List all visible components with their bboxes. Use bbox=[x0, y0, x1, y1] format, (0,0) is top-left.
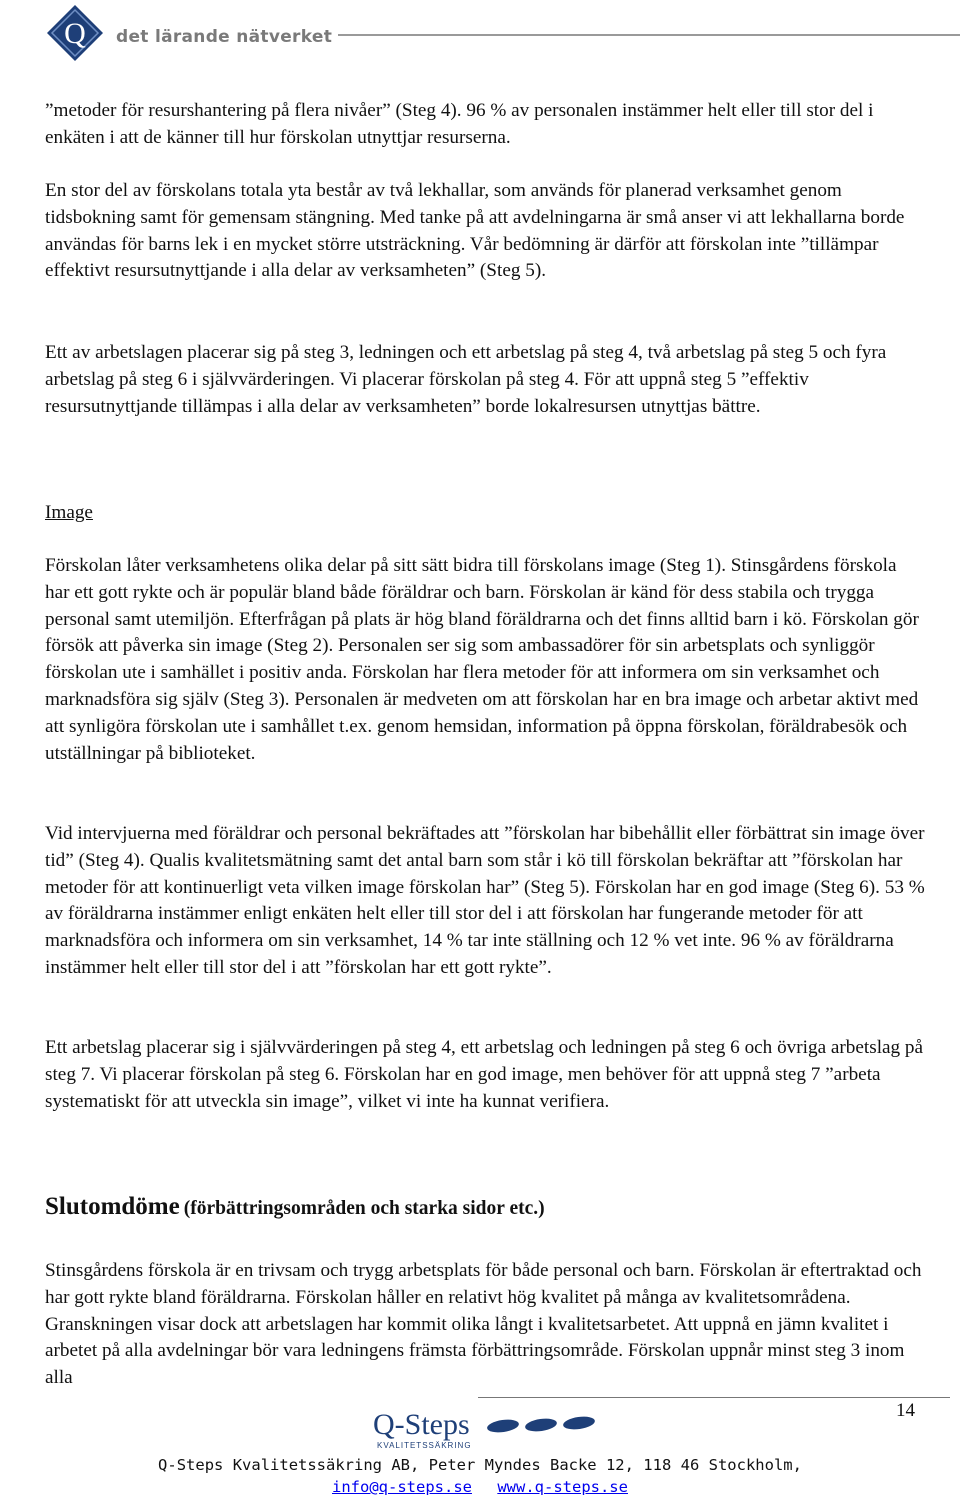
q-steps-logo bbox=[373, 1408, 603, 1450]
paragraph-resources-2: En stor del av förskolans totala yta består av två lekhallar, som används för planerad verksamhet genom tidsbokning samt för gemensam stängning. Med tanke på att avdelningarna är små anser vi att lekhallarna borde användas för barns lek i en mycket större utsträckning. Vår bedömning är därför att förskolan inte ”tillämpar effektivt resursutnyttjande i alla delar av verksamheten” (Steg 5). bbox=[45, 180, 905, 282]
section-heading-image: Image bbox=[45, 502, 93, 523]
paragraph-image-1: Förskolan låter verksamhetens olika delar på sitt sätt bidra till förskolans image (Steg 1). Stinsgårdens förskola har ett gott rykte och är populär bland både föräldrar och barn. Förskolan är känd för dess stabila och trygga personal samt utemiljön. Efterfrågan på plats är hög bland föräldrarna och det finns alltid barn i kö. Förskolan gör försök att påverka sin image (Steg 2). Personalen ser sig som ambassadörer för sin arbetsplats och synliggör förskolan ute i samhället i positiv anda. Förskolan har flera metoder för att informera om sin verksamhet och marknadsföra sig själv (Steg 3). Personalen är medveten om att förskolan har en bra image och arbetar aktivt med att synligöra förskolan ute i samhållet t.ex. genom hemsidan, information på öppna förskolan, föräldrabesök och utställningar på biblioteket. bbox=[45, 555, 919, 764]
footer-website-link[interactable]: www.q-steps.se bbox=[497, 1478, 628, 1496]
footer-address: Q-Steps Kvalitetssäkring AB, Peter Myndes Backe 12, 118 46 Stockholm, bbox=[158, 1456, 802, 1474]
page-header bbox=[0, 0, 960, 70]
summary-heading-sub: (förbättringsområden och starka sidor etc.) bbox=[183, 1198, 545, 1219]
page-number: 14 bbox=[896, 1400, 915, 1421]
footer-email-link[interactable]: info@q-steps.se bbox=[332, 1478, 472, 1496]
paragraph-resources-3: Ett av arbetslagen placerar sig på steg 3, ledningen och ett arbetslag på steg 4, två arbetslag på steg 5 och fyra arbetslag på steg 6 i självvärderingen. Vi placerar förskolan på steg 4. För att uppnå steg 5 ”effektiv resursutnyttjande tillämpas i alla delar av verksamheten” borde lokalresursen utnyttjas bättre. bbox=[45, 342, 887, 417]
org-name: det lärande nätverket bbox=[116, 27, 338, 47]
footer-rule bbox=[478, 1397, 950, 1398]
paragraph-summary: Stinsgårdens förskola är en trivsam och trygg arbetsplats för både personal och barn. Förskolan är eftertraktad och har gott rykte bland föräldrarna. Förskolan håller en relativt hög kvalitet på många av kvalitetsområdena. Granskningen visar dock att arbetslagen har kommit olika långt i kvalitetsarbetet. Att uppnå en jämn kvalitet i arbetet på alla avdelningar bör vara ledningens främsta förbättringsområde. Förskolan uppnår minst steg 3 inom alla bbox=[45, 1260, 922, 1389]
paragraph-resources-1: ”metoder för resurshantering på flera nivåer” (Steg 4). 96 % av personalen instämmer helt eller till stor del i enkäten i att de känner till hur förskolan utnyttjar resurserna. bbox=[45, 100, 874, 148]
paragraph-image-3: Ett arbetslag placerar sig i självvärderingen på steg 4, ett arbetslag och ledningen på steg 6 och övriga arbetslag på steg 7. Vi placerar förskolan på steg 6. Förskolan har en god image, men behöver för att uppnå steg 7 ”arbeta systematiskt för att utveckla sin image”, vilket vi inte ha kunnat verifiera. bbox=[45, 1037, 924, 1112]
footer-logo-tagline: KVALITETSSÄKRING bbox=[377, 1441, 472, 1450]
footer-links bbox=[0, 1478, 960, 1496]
footer-logo-name: Q-Steps bbox=[373, 1408, 470, 1441]
logo-letter: Q bbox=[64, 17, 86, 50]
summary-heading-main: Slutomdöme bbox=[45, 1193, 180, 1220]
section-heading-summary bbox=[45, 1193, 545, 1221]
footprints-icon bbox=[486, 1415, 595, 1434]
paragraph-image-2: Vid intervjuerna med föräldrar och personal bekräftades att ”förskolan har bibehållit eller förbättrat sin image över tid” (Steg 4). Qualis kvalitetsmätning samt det antal barn som står i kö till förskolan bekräftar att ”förskolan har metoder för att kontinuerligt veta vilken image förskolan har” (Steg 5). Förskolan har en god image (Steg 6). 53 % av föräldrarna instämmer enligt enkäten helt eller till stor del i att förskolan har fungerande metoder för att marknadsföra och informera om sin verksamhet, 14 % tar inte ställning och 12 % vet inte. 96 % av föräldrarna instämmer helt eller till stor del i att ”förskolan har ett gott rykte”. bbox=[45, 823, 925, 978]
logo-diamond-icon bbox=[46, 4, 104, 62]
